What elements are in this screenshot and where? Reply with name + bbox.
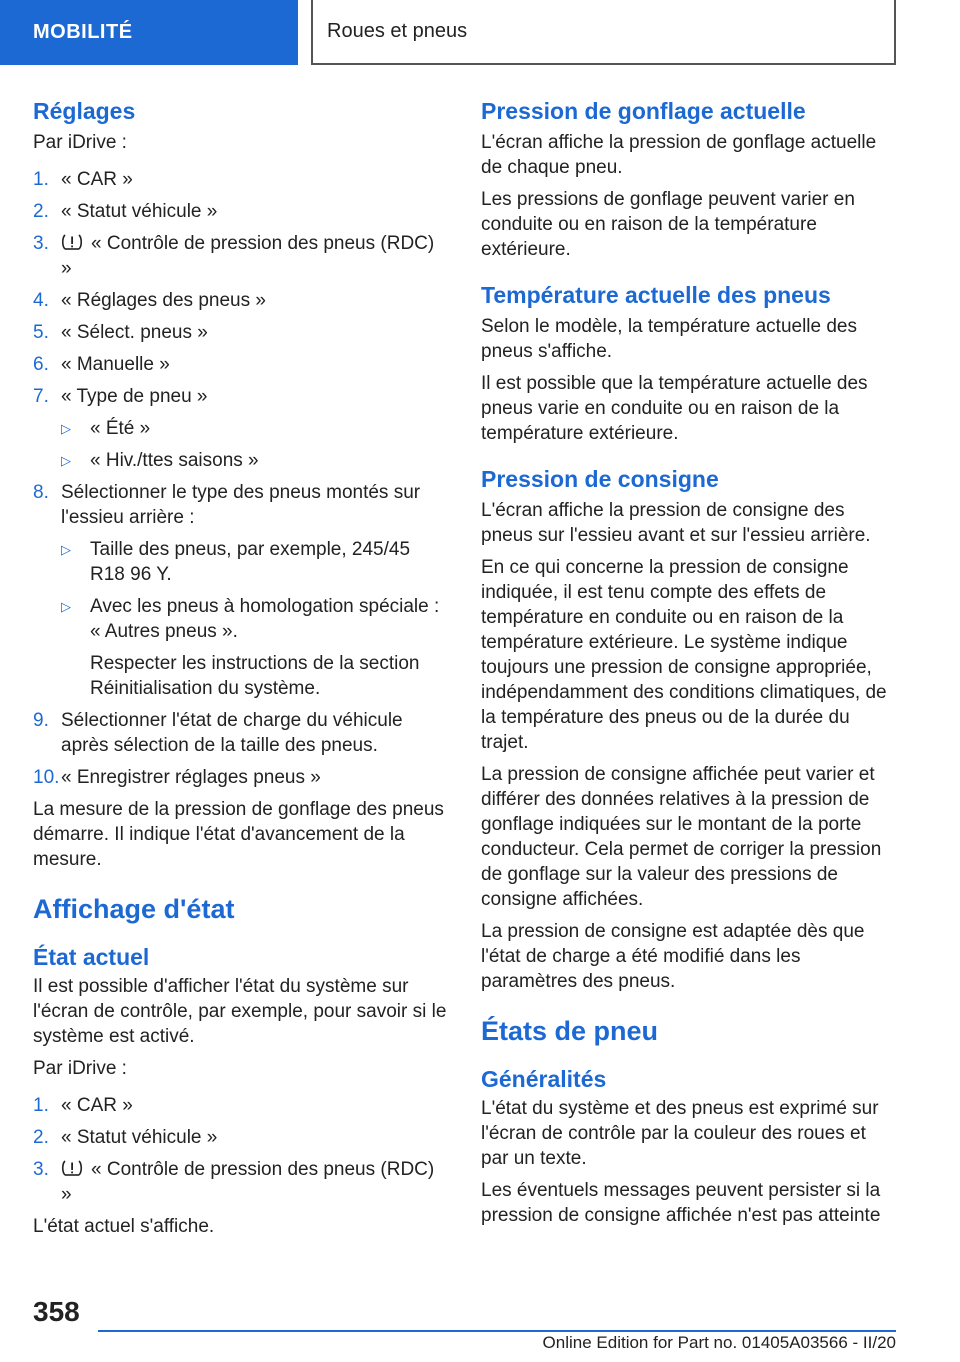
triangle-bullet-icon: ▷: [61, 599, 71, 614]
sub-list-item: ▷ « Été »: [61, 418, 151, 439]
etats-para1: L'état du système et des pneus est exprimé sur l'écran de contrôle par la couleur des roues et par un texte.: [481, 1098, 879, 1169]
left-column: [33, 96, 448, 1246]
etats-para2: Les éventuels messages peuvent persister si la pression de consigne affichée n'est pas atteinte: [481, 1180, 881, 1226]
consigne-para1: L'écran affiche la pression de consigne des pneus sur l'essieu avant et sur l'essieu arrière.: [481, 500, 871, 546]
pression-actuelle-para1: L'écran affiche la pression de gonflage actuelle de chaque pneu.: [481, 132, 877, 178]
heading-affichage: Affichage d'état: [33, 894, 235, 924]
footer-divider: [98, 1330, 896, 1332]
sub-list-item: ▷ Taille des pneus, par exemple, 245/45 R18 96 Y.: [61, 539, 411, 585]
intro-idrive: Par iDrive :: [33, 132, 127, 153]
list-item: 3. « Contrôle de pression des pneus (RDC) »: [33, 1159, 435, 1205]
chapter-header: [311, 0, 896, 65]
reglages-outro: La mesure de la pression de gonflage des pneus démarre. Il indique l'état d'avancement de la mesure.: [33, 799, 444, 870]
list-item: 5. « Sélect. pneus »: [33, 322, 208, 343]
consigne-para4: La pression de consigne est adaptée dès que l'état de charge a été modifié dans les paramètres des pneus.: [481, 921, 865, 992]
tire-pressure-icon: [61, 1159, 83, 1177]
triangle-bullet-icon: ▷: [61, 421, 71, 436]
list-item: 2. « Statut véhicule »: [33, 201, 218, 222]
list-item: 2. « Statut véhicule »: [33, 1127, 218, 1148]
heading-pression-actuelle: Pression de gonflage actuelle: [481, 98, 806, 124]
list-item: 9. Sélectionner l'état de charge du véhicule après sélection de la taille des pneus.: [33, 710, 403, 756]
step8-note: Respecter les instructions de la section Réinitialisation du système.: [90, 653, 420, 699]
intro-idrive-2: Par iDrive :: [33, 1058, 127, 1079]
affichage-outro: L'état actuel s'affiche.: [33, 1216, 215, 1237]
list-item: 8. Sélectionner le type des pneus montés sur l'essieu arrière :: [33, 482, 421, 528]
consigne-para3: La pression de consigne affichée peut varier et différer des données relatives à la pression de gonflage indiquées sur le montant de la porte conducteur. Cela permet de corriger la pression de gonflage sur la valeur des pressions de consigne affichées.: [481, 764, 882, 910]
section-label: MOBILITÉ: [33, 21, 133, 43]
chapter-label: Roues et pneus: [327, 20, 468, 42]
heading-consigne: Pression de consigne: [481, 466, 719, 492]
list-item: 6. « Manuelle »: [33, 354, 170, 375]
pression-actuelle-para2: Les pressions de gonflage peuvent varier en conduite ou en raison de la température extérieure.: [481, 189, 855, 260]
consigne-para2: En ce qui concerne la pression de consigne indiquée, il est tenu compte des effets de température en conduite ou en raison de la température extérieure. Le système indique toujours une pression de consigne appropriée, indépendamment des conditions climatiques, de la température des pneus ou de la durée du trajet.: [481, 557, 887, 753]
footer-edition: Online Edition for Part no. 01405A03566 - II/20: [542, 1333, 896, 1352]
triangle-bullet-icon: ▷: [61, 542, 71, 557]
list-item: 1. « CAR »: [33, 169, 133, 190]
list-item: 7. « Type de pneu »: [33, 386, 208, 407]
temperature-para1: Selon le modèle, la température actuelle des pneus s'affiche.: [481, 316, 858, 362]
list-item: 3. « Contrôle de pression des pneus (RDC) »: [33, 233, 435, 279]
heading-generalites: Généralités: [481, 1066, 607, 1092]
heading-temperature: Température actuelle des pneus: [481, 282, 831, 308]
heading-etats-pneu: États de pneu: [481, 1016, 659, 1046]
temperature-para2: Il est possible que la température actuelle des pneus varie en conduite ou en raison de la température extérieure.: [481, 373, 868, 444]
list-item: 1. « CAR »: [33, 1095, 133, 1116]
right-column: [481, 96, 896, 1235]
section-tab: [0, 0, 298, 65]
tire-pressure-icon: [61, 233, 83, 251]
list-item: 10. « Enregistrer réglages pneus »: [33, 767, 321, 788]
affichage-para: Il est possible d'afficher l'état du système sur l'écran de contrôle, par exemple, pour savoir si le système est activé.: [33, 976, 447, 1047]
list-item: 4. « Réglages des pneus »: [33, 290, 266, 311]
heading-reglages: Réglages: [33, 98, 136, 124]
sub-list-item: ▷ Avec les pneus à homologation spéciale : « Autres pneus ».: [61, 596, 440, 642]
heading-etat-actuel: État actuel: [33, 944, 150, 970]
page-number: 358: [33, 1296, 80, 1327]
triangle-bullet-icon: ▷: [61, 453, 71, 468]
sub-list-item: ▷ « Hiv./ttes saisons »: [61, 450, 259, 471]
